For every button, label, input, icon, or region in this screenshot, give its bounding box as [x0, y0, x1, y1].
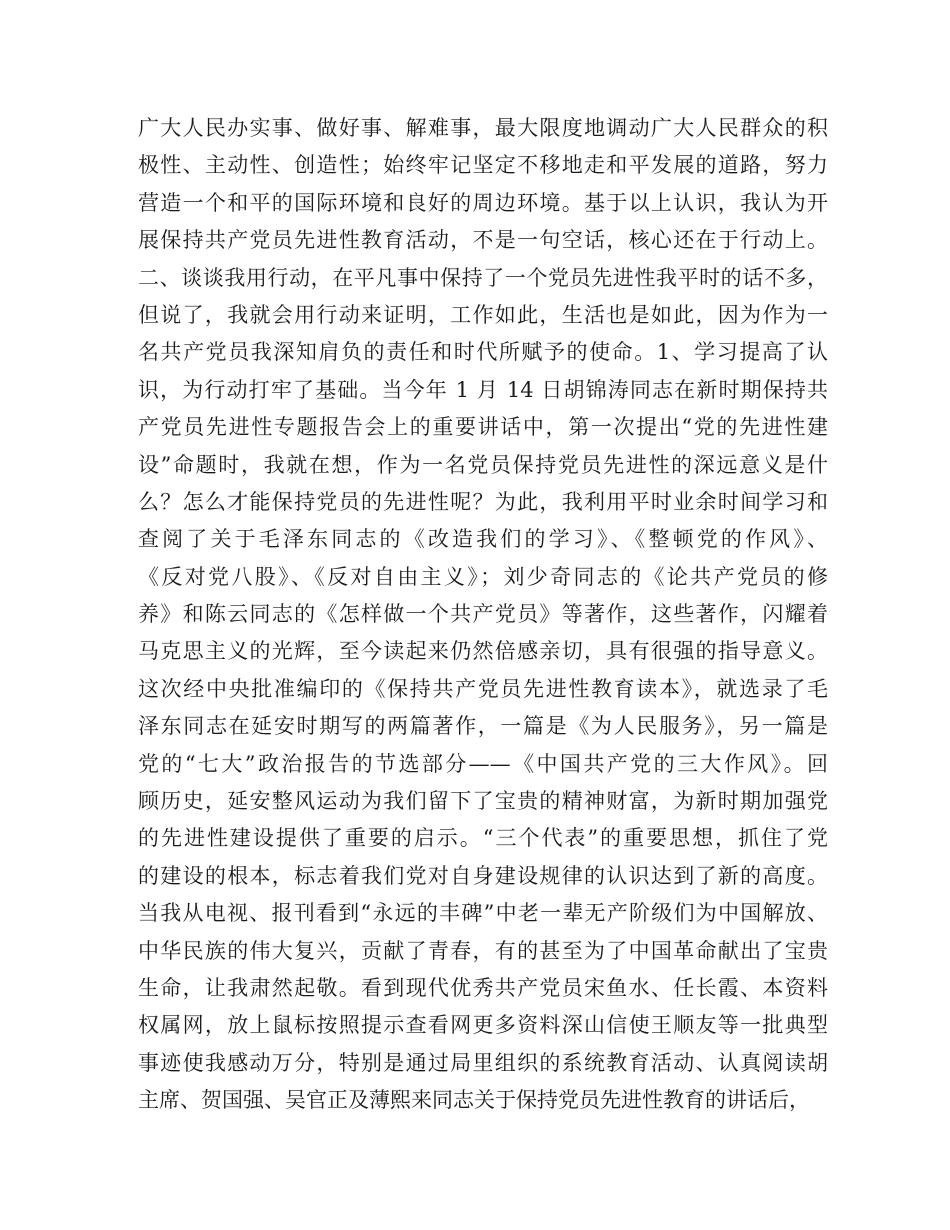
text-line: 《反对党八股》、《反对自由主义》；刘少奇同志的《论共产党员的修 [138, 564, 828, 589]
text-line: 的先进性建设提供了重要的启示。“三个代表”的重要思想，抓住了党 [138, 826, 828, 851]
text-line: 营造一个和平的国际环境和良好的周边环境。基于以上认识，我认为开 [138, 190, 828, 215]
body-text [138, 110, 828, 1120]
text-line: 的建设的根本，标志着我们党对自身建设规律的认识达到了新的高度。 [138, 863, 828, 888]
text-line: 这次经中央批准编印的《保持共产党员先进性教育读本》，就选录了毛 [138, 676, 828, 701]
text-line: 马克思主义的光辉，至今读起来仍然倍感亲切，具有很强的指导意义。 [138, 639, 828, 664]
text-line: 顾历史，延安整风运动为我们留下了宝贵的精神财富，为新时期加强党 [138, 789, 828, 814]
text-line: 二、谈谈我用行动，在平凡事中保持了一个党员先进性我平时的话不多， [138, 265, 828, 290]
text-line: 事迹使我感动万分，特别是通过局里组织的系统教育活动、认真阅读胡 [138, 1050, 828, 1075]
text-line: 当我从电视、报刊看到“永远的丰碑”中老一辈无产阶级们为中国解放、 [138, 901, 828, 926]
text-line: 产党员先进性专题报告会上的重要讲话中，第一次提出“党的先进性建 [138, 415, 828, 440]
text-line: 权属网，放上鼠标按照提示查看网更多资料深山信使王顺友等一批典型 [138, 1013, 828, 1038]
text-line: 设”命题时，我就在想，作为一名党员保持党员先进性的深远意义是什 [138, 452, 828, 477]
text-line: 党的“七大”政治报告的节选部分——《中国共产党的三大作风》。回 [138, 751, 828, 776]
text-line: 极性、主动性、创造性；始终牢记坚定不移地走和平发展的道路，努力 [138, 153, 828, 178]
text-line: 中华民族的伟大复兴，贡献了青春，有的甚至为了中国革命献出了宝贵 [138, 938, 828, 963]
text-line: 生命，让我肃然起敬。看到现代优秀共产党员宋鱼水、任长霞、本资料 [138, 975, 828, 1000]
text-line: 识，为行动打牢了基础。当今年 1 月 14 日胡锦涛同志在新时期保持共 [138, 377, 828, 402]
text-line: 查阅了关于毛泽东同志的《改造我们的学习》、《整顿党的作风》、 [138, 527, 828, 552]
text-line: 养》和陈云同志的《怎样做一个共产党员》等著作，这些著作，闪耀着 [138, 602, 828, 627]
text-line: 主席、贺国强、吴官正及薄熙来同志关于保持党员先进性教育的讲话后， [138, 1088, 810, 1113]
text-line: 名共产党员我深知肩负的责任和时代所赋予的使命。1、学习提高了认 [138, 340, 828, 365]
text-line: 展保持共产党员先进性教育活动，不是一句空话，核心还在于行动上。 [138, 228, 828, 253]
text-line: 但说了，我就会用行动来证明，工作如此，生活也是如此，因为作为一 [138, 302, 828, 327]
text-line: 泽东同志在延安时期写的两篇著作，一篇是《为人民服务》，另一篇是 [138, 714, 828, 739]
text-line: 么？怎么才能保持党员的先进性呢？为此，我利用平时业余时间学习和 [138, 489, 828, 514]
text-line: 广大人民办实事、做好事、解难事，最大限度地调动广大人民群众的积 [138, 116, 828, 140]
